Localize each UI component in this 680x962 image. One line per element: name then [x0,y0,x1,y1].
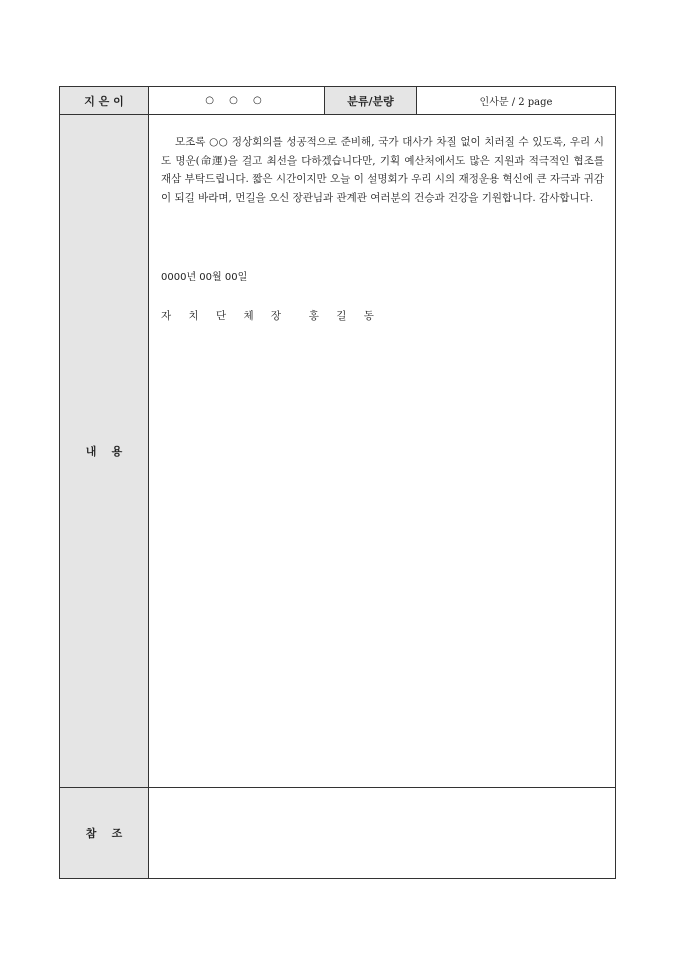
category-label: 분류/분량 [325,87,417,114]
reference-content [149,788,615,878]
reference-row [60,788,615,878]
author-label: 지 은 이 [60,87,149,114]
reference-label: 참 조 [60,788,149,878]
author-value: ○ ○ ○ [149,87,325,114]
category-value: 인사문 / 2 page [479,97,553,108]
content-area [149,115,615,787]
document-form [59,86,616,879]
content-row [60,115,615,788]
content-label: 내 용 [60,115,149,787]
signature: 자 치 단 체 장 홍 길 동 [161,310,381,322]
body-paragraph: 모조록 ○○ 정상회의를 성공적으로 준비해, 국가 대사가 차질 없이 치러질 수 있도록, 우리 시도 명운(命運)을 걸고 최선을 다하겠습니다만, 기획 예산처에서도 많은 지원과 적극적인 협조를 재삼 부탁드립니다. 짧은 시간이지만 오늘 이 설명회가 우리 시의 재정운용 혁신에 큰 자극과 귀감이 되길 바라며, 먼길을 오신 장관님과 관계관 여러분의 건승과 건강을 기원합니다. 감사합니다. [161,136,604,204]
header-row [60,87,615,115]
document-date: 0000년 00월 00일 [161,272,248,283]
